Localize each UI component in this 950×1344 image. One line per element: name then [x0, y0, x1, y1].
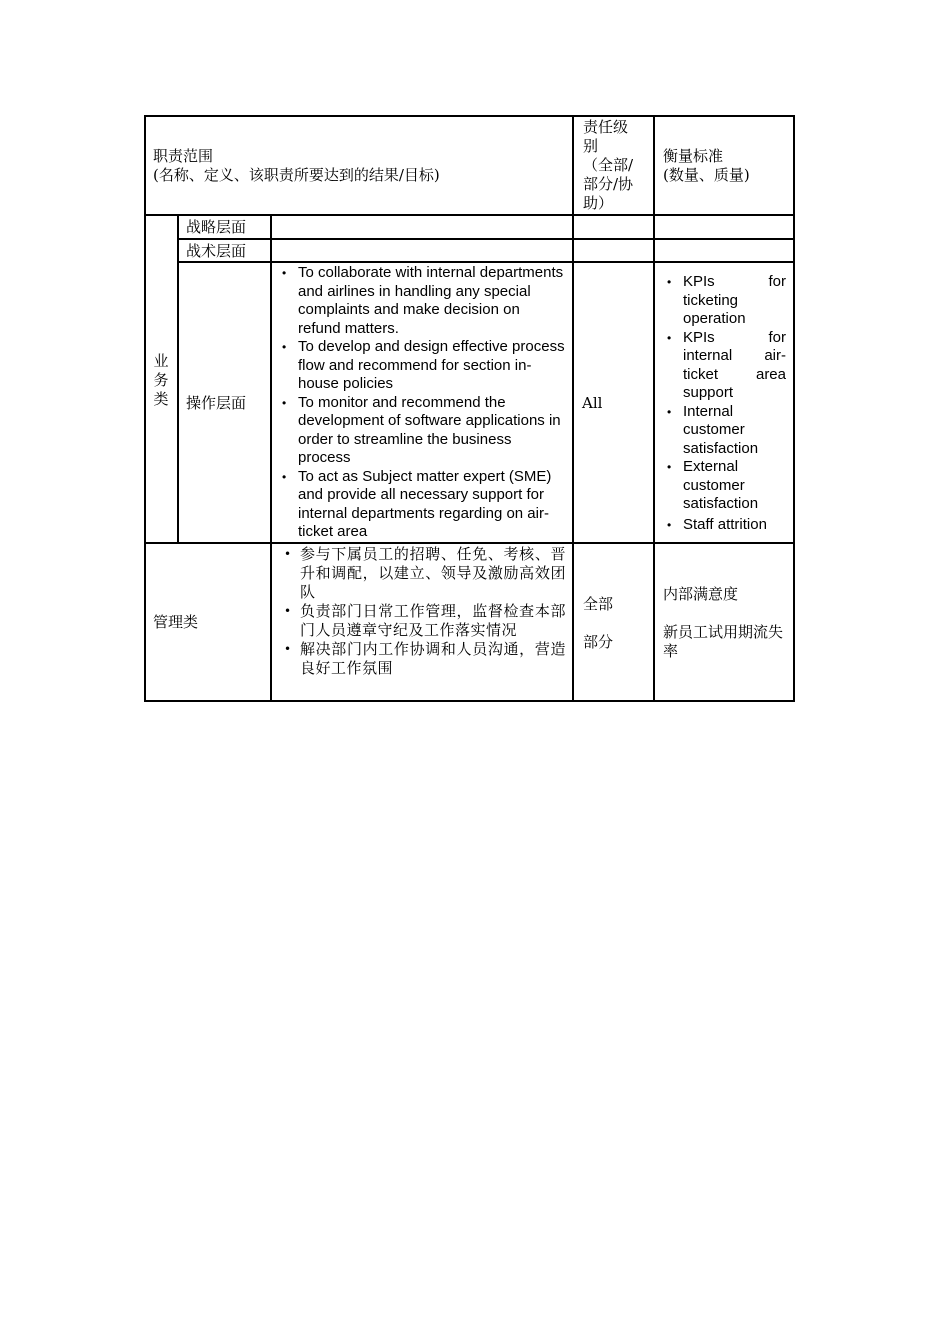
scope-header — [153, 147, 568, 185]
measure-header-title: 衡量标准 — [663, 147, 724, 165]
level-header-line: 责任级 — [583, 118, 629, 136]
scope-header-subtitle: (名称、定义、该职责所要达到的结果/目标) — [153, 166, 440, 184]
list-item: • 负责部门日常工作管理，监督检查本部门人员遵章守纪及工作落实情况 — [280, 602, 566, 640]
list-item: • Staff attrition — [663, 516, 786, 535]
level-header-line: 助） — [583, 194, 614, 212]
measure-header — [663, 147, 791, 185]
operational-items-list — [278, 264, 566, 542]
operational-layer-label: 操作层面 — [186, 394, 247, 412]
table-border-bottom — [144, 700, 795, 702]
level-column-divider — [572, 115, 574, 702]
table-border-left — [144, 115, 146, 702]
list-item: • Internal customer satisfaction — [663, 403, 786, 459]
management-category-label: 管理类 — [153, 613, 199, 631]
management-measure-attrition: 新员工试用期流失率 — [663, 623, 784, 660]
level-header-line: 部分/协 — [583, 175, 634, 193]
list-item: • KPIs for ticketing operation — [663, 273, 786, 329]
measure-header-subtitle: (数量、质量) — [663, 166, 750, 184]
measure-column-divider — [653, 115, 655, 702]
list-item: • 解决部门内工作协调和人员沟通，营造良好工作氛围 — [280, 640, 566, 678]
operational-level-value: All — [582, 394, 603, 412]
level-header-line: （全部/ — [583, 156, 634, 174]
management-level-full: 全部 — [583, 595, 614, 613]
strategic-layer-label: 战略层面 — [186, 218, 247, 236]
scope-header-title: 职责范围 — [153, 147, 214, 165]
list-item: • To act as Subject matter expert (SME) and provide all necessary support for internal departments regarding on air-ticket area — [278, 468, 566, 542]
business-category-label: 业 务 类 — [153, 352, 169, 408]
category-column-divider — [177, 214, 179, 544]
header-divider — [144, 214, 795, 216]
table-border-top — [144, 115, 795, 117]
operational-measures-list — [663, 273, 786, 534]
list-item: • To develop and design effective process flow and recommend for section in-house policies — [278, 338, 566, 394]
management-measure-satisfaction: 内部满意度 — [663, 585, 739, 603]
list-item: • To collaborate with internal departments and airlines in handling any special complaints and make decision on refund matters. — [278, 264, 566, 338]
list-item: • 参与下属员工的招聘、任免、考核、晋升和调配，以建立、领导及激励高效团队 — [280, 545, 566, 602]
list-item: • External customer satisfaction — [663, 458, 786, 514]
table-border-right — [793, 115, 795, 702]
list-item: • KPIs for internal air-ticket area support — [663, 329, 786, 403]
list-item: • To monitor and recommend the development of software applications in order to streamline the business process — [278, 394, 566, 468]
business-management-divider — [144, 542, 795, 544]
layer-column-divider — [270, 214, 272, 701]
level-header-line: 别 — [583, 137, 599, 155]
level-header — [583, 118, 651, 213]
management-level-partial: 部分 — [583, 633, 614, 651]
tactical-layer-label: 战术层面 — [186, 242, 247, 260]
management-items-list — [280, 545, 566, 678]
